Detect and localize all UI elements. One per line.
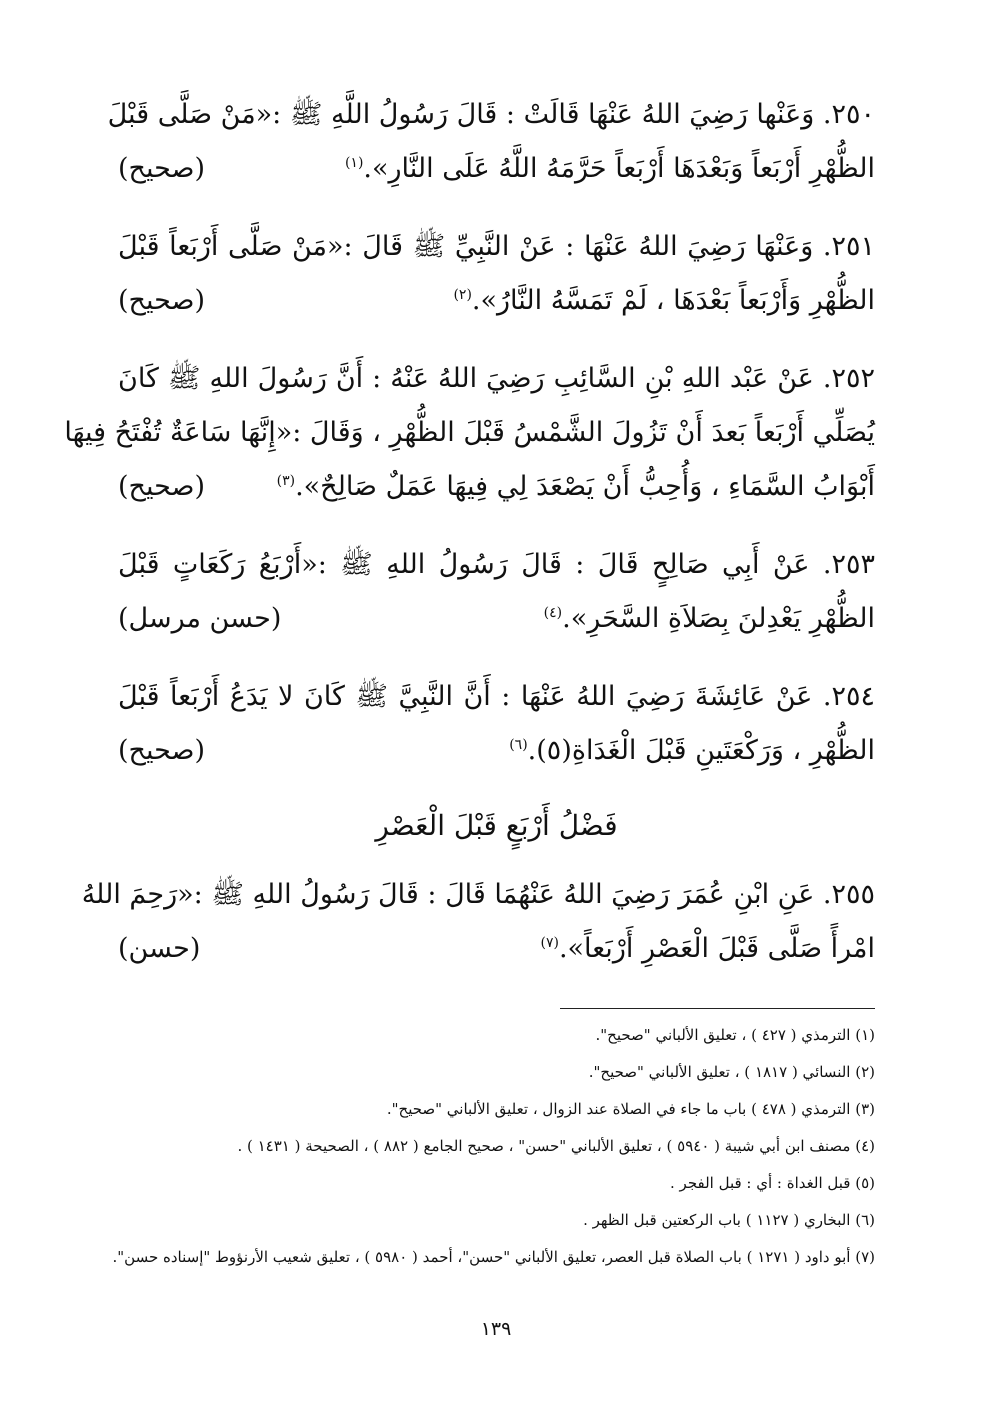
- page-number: ١٣٩: [480, 1318, 512, 1340]
- hadith-last-line: [118, 922, 875, 976]
- grade-label: (حسن مرسل): [118, 603, 282, 634]
- hadith-line: ٢٥٣. عَنْ أَبِي صَالِحٍ قَالَ : قَالَ رَسُولُ اللهِ ﷺ :«أَرْبَعُ رَكَعَاتٍ قَبْلَ: [118, 549, 875, 580]
- hadith-text: الظُّهْرِ يَعْدِلنَ بِصَلاَةِ السَّحَرِ».: [562, 603, 875, 634]
- hadith-line: ٢٥٠. وَعَنْها رَضِيَ اللهُ عَنْهَا قَالَتْ : قَالَ رَسُولُ اللَّهِ ﷺ :«مَنْ صَلَّى قَبْلَ: [107, 99, 875, 130]
- grade-label: (صحيح): [118, 735, 205, 766]
- hadith-255: [81, 868, 875, 976]
- hadith-last-line: [118, 724, 875, 778]
- grade-label: (صحيح): [118, 285, 205, 316]
- footnote-ref[interactable]: (١): [344, 155, 364, 171]
- hadith-254: [118, 670, 875, 778]
- hadith-line: ٢٥٤. عَنْ عَائِشَةَ رَضِيَ اللهُ عَنْهَا : أَنَّ النَّبِيَّ ﷺ كَانَ لا يَدَعُ أَرْبَعاً قَبْلَ: [118, 681, 875, 712]
- footnote-ref[interactable]: (٤): [543, 605, 563, 621]
- hadith-last-line: [118, 460, 875, 514]
- footnote-ref[interactable]: (٧): [540, 935, 559, 951]
- hadith-line: ٢٥١. وَعَنْهَا رَضِيَ اللهُ عَنْهَا : عَنْ النَّبِيِّ ﷺ قَالَ :«مَنْ صَلَّى أَرْبَعاً قَبْلَ: [118, 231, 875, 262]
- hadith-253: [118, 538, 875, 646]
- hadith-last-line: [118, 142, 875, 196]
- footnote: (٤) مصنف ابن أبي شيبة ( ٥٩٤٠ ) ، تعليق الألباني "حسن" ، صحيح الجامع ( ٨٨٢ ) ، الصحيحة ( ١٤٣١ ) .: [237, 1137, 875, 1155]
- footnote-ref[interactable]: (٣): [276, 473, 296, 489]
- hadith-text: الظُّهْرِ أَرْبَعاً وَبَعْدَهَا أَرْبَعاً حَرَّمَهُ اللَّهُ عَلَى النَّارِ».: [363, 153, 875, 184]
- footnote: (٥) قبل الغداة : أي : قبل الفجر .: [670, 1174, 875, 1192]
- grade-label: (حسن): [118, 933, 201, 964]
- hadith-last-line: [118, 274, 875, 328]
- footnote: (١) الترمذي ( ٤٢٧ ) ، تعليق الألباني "صحيح".: [595, 1026, 875, 1044]
- footnote-ref[interactable]: (٢): [453, 287, 472, 303]
- footnote: (٣) الترمذي ( ٤٧٨ ) باب ما جاء في الصلاة عند الزوال ، تعليق الألباني "صحيح".: [386, 1100, 875, 1118]
- grade-label: (صحيح): [118, 471, 205, 502]
- hadith-text: الظُّهْرِ وَأَرْبَعاً بَعْدَهَا ، لَمْ تَمَسَّهُ النَّارُ».: [471, 285, 875, 316]
- footnote: (٦) البخاري ( ١١٢٧ ) باب الركعتين قبل الظهر .: [583, 1211, 875, 1229]
- hadith-last-line: [118, 592, 875, 646]
- hadith-line: ٢٥٥. عَنِ ابْنِ عُمَرَ رَضِيَ اللهُ عَنْهُمَا قَالَ : قَالَ رَسُولُ اللهِ ﷺ :«رَحِمَ اللهُ: [81, 879, 875, 910]
- hadith-line: يُصَلِّي أَرْبَعاً بَعدَ أَنْ تَزُولَ الشَّمْسُ قَبْلَ الظُّهْرِ ، وَقَالَ :«إِنَّهَا سَاعَةٌ تُفْتَحُ فِيهَا: [64, 417, 875, 448]
- hadith-250: [107, 88, 875, 196]
- section-heading: فَضْلُ أَرْبَعٍ قَبْلَ الْعَصْرِ: [375, 809, 618, 842]
- hadith-text: امْرأً صَلَّى قَبْلَ الْعَصْرِ أَرْبَعاً».: [558, 933, 875, 964]
- footnotes: [112, 1017, 875, 1276]
- hadith-text: أَبْوَابُ السَّمَاءِ ، وَأُحِبُّ أَنْ يَصْعَدَ لِي فِيهَا عَمَلٌ صَالِحٌ».: [295, 471, 875, 502]
- footnote: (٧) أبو داود ( ١٢٧١ ) باب الصلاة قبل العصر، تعليق الألباني "حسن"، أحمد ( ٥٩٨٠ ) ، تعليق شعيب الأرنؤوط "إسناده حسن".: [112, 1248, 875, 1266]
- footnote-divider: [560, 1008, 875, 1009]
- hadith-251: [118, 220, 875, 328]
- hadith-252: [64, 352, 875, 514]
- hadith-text: الظُّهْرِ ، وَرَكْعَتَينِ قَبْلَ الْغَدَاةِ(٥).: [527, 735, 875, 766]
- grade-label: (صحيح): [118, 153, 205, 184]
- hadith-line: ٢٥٢. عَنْ عَبْد اللهِ بْنِ السَّائِبِ رَضِيَ اللهُ عَنْهُ : أَنَّ رَسُولَ اللهِ ﷺ كَانَ: [118, 363, 875, 394]
- footnote: (٢) النسائي ( ١٨١٧ ) ، تعليق الألباني "صحيح".: [588, 1063, 875, 1081]
- main-text: [64, 88, 875, 1000]
- footnote-ref[interactable]: (٦): [509, 737, 528, 753]
